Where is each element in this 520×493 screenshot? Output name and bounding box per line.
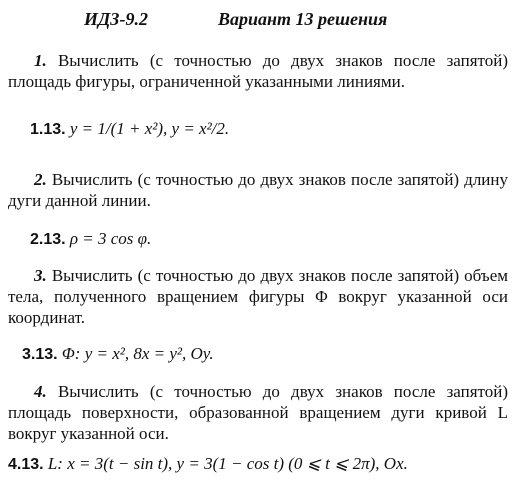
exercise-expression: y = 1/(1 + x²), y = x²/2. [69,119,230,138]
document-header [0,9,520,35]
task-number: 1. [34,51,47,70]
task-number: 2. [34,170,47,189]
exercise-3-13 [22,343,214,366]
exercise-4-13 [8,453,408,476]
exercise-expression: Φ: y = x², 8x = y², Oy. [61,344,214,363]
exercise-2-13 [30,228,151,251]
task-text: Вычислить (с точностью до двух знаков после запятой) длину дуги данной линии. [8,170,508,210]
task-2 [8,169,508,211]
task-1 [8,50,508,92]
task-text: Вычислить (с точностью до двух знаков после запятой) площадь фигуры, ограниченной указанными линиями. [8,51,509,91]
exercise-label: 4.13. [8,456,44,473]
exercise-expression: L: x = 3(t − sin t), y = 3(1 − cos t) (0 ⩽ t ⩽ 2π), Ox. [47,454,408,473]
idz-title: ИДЗ-9.2 [84,9,148,29]
task-text: Вычислить (с точностью до двух знаков после запятой) площадь поверхности, образованной вращением дуги кривой L вокруг указанной оси. [8,382,509,443]
exercise-label: 1.13. [30,121,66,138]
exercise-label: 2.13. [30,231,66,248]
variant-title: Вариант 13 решения [218,9,388,29]
task-4 [8,381,508,444]
exercise-expression: ρ = 3 cos φ. [69,229,152,248]
exercise-label: 3.13. [22,346,58,363]
task-3 [8,265,508,328]
task-text: Вычислить (с точностью до двух знаков после запятой) объем тела, полученного вращением фигуры Φ вокруг указанной оси координат. [8,266,508,327]
exercise-1-13 [30,118,229,141]
task-number: 3. [34,266,47,285]
task-number: 4. [34,382,47,401]
